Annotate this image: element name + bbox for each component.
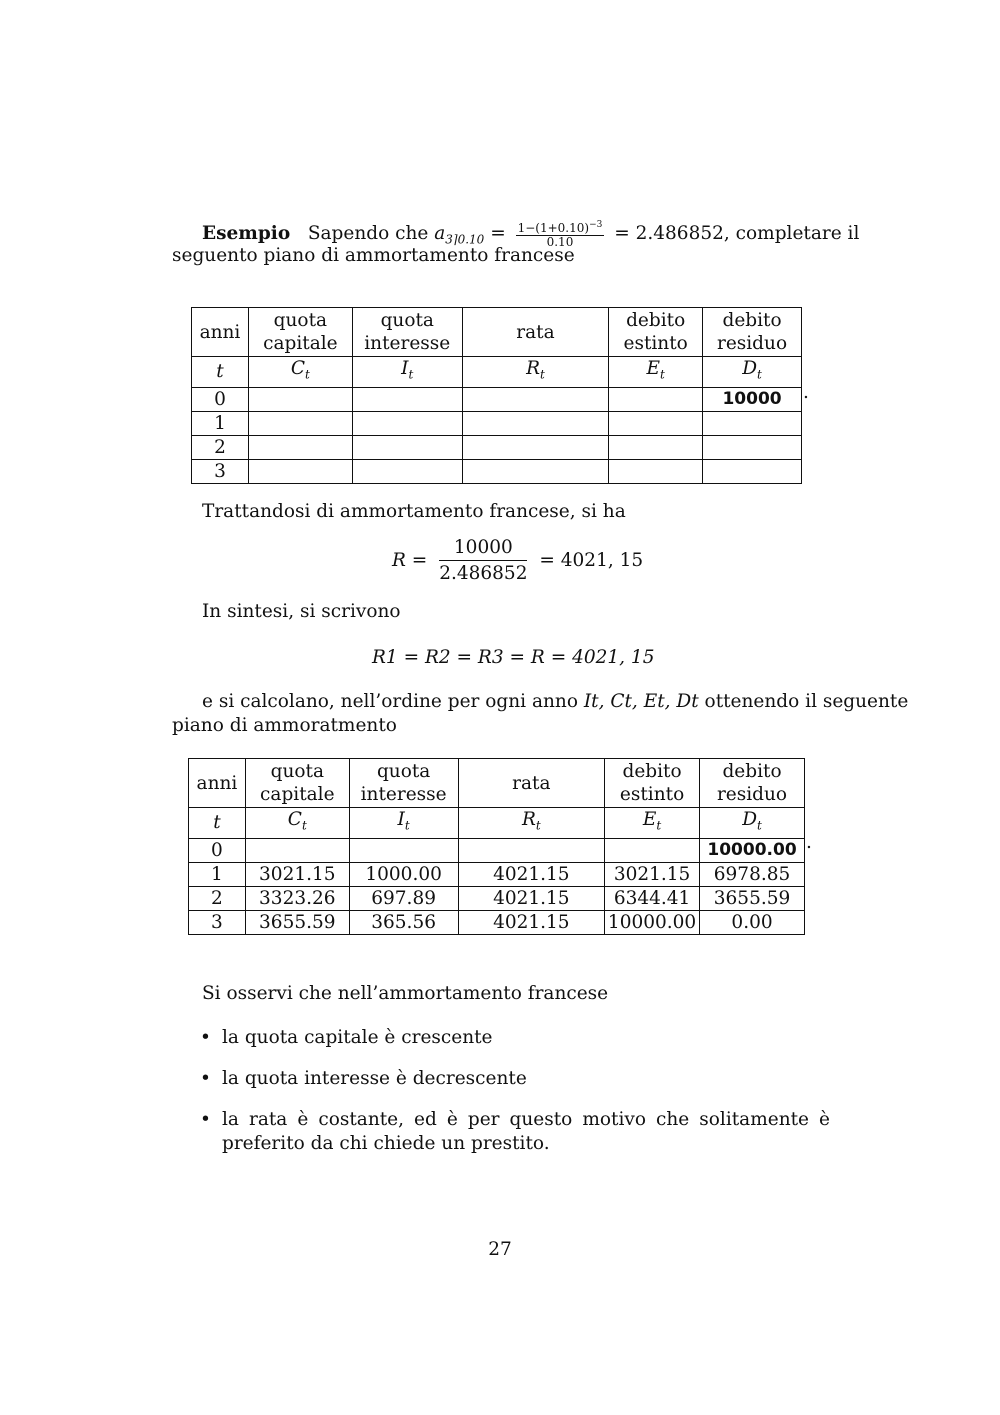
symbol-C: $C_t$ <box>248 357 352 388</box>
cell-I <box>352 411 462 435</box>
cell-I: 1000.00 <box>349 862 458 886</box>
cell-C <box>248 411 352 435</box>
cell-D: 6978.85 <box>700 862 805 886</box>
cell-E: 10000.00 <box>605 910 700 934</box>
symbol-D: $D_t$ <box>703 357 802 388</box>
cell-D: 10000 <box>703 387 802 411</box>
header-rata: rata <box>458 759 605 808</box>
cell-C <box>248 387 352 411</box>
header-quota-capitale: quota capitale <box>248 308 352 357</box>
equals-sign: = <box>490 223 506 244</box>
cell-E: 3021.15 <box>605 862 700 886</box>
cell-C <box>245 838 349 862</box>
symbol-C: $C_t$ <box>245 808 349 839</box>
symbol-t: t <box>192 357 249 388</box>
cell-R <box>462 387 609 411</box>
table-row <box>192 411 802 435</box>
calcolano-vars: It, Ct, Et, Dt <box>583 691 699 712</box>
cell-t: 3 <box>189 910 246 934</box>
formula-numerator: 10000 <box>439 537 527 561</box>
annuity-symbol: a <box>434 223 446 244</box>
cell-I: 365.56 <box>349 910 458 934</box>
header-debito-residuo: debito residuo <box>700 759 805 808</box>
table-header-row <box>192 308 802 357</box>
cell-R <box>462 459 609 483</box>
cell-I: 697.89 <box>349 886 458 910</box>
annuity-fraction-denominator: 0.10 <box>546 235 574 249</box>
formula-lhs: R = <box>392 550 428 571</box>
cell-D: 10000.00 <box>700 838 805 862</box>
text-calcolano-line-2: piano di ammoratmento <box>172 715 397 736</box>
annuity-subscript: 3⌉0.10 <box>445 232 485 247</box>
table2-trailing-period: . <box>806 832 812 853</box>
header-quota-interesse: quota interesse <box>349 759 458 808</box>
header-anni: anni <box>192 308 249 357</box>
header-debito-estinto: debito estinto <box>609 308 703 357</box>
header-quota-interesse: quota interesse <box>352 308 462 357</box>
cell-D <box>703 459 802 483</box>
list-item: • la quota interesse è decrescente <box>200 1068 527 1089</box>
bullet-icon: • <box>200 1068 211 1089</box>
cell-t: 0 <box>192 387 249 411</box>
formula-fraction <box>439 537 527 584</box>
cell-D <box>703 411 802 435</box>
amortization-table-empty <box>191 307 802 484</box>
cell-I <box>352 435 462 459</box>
amortization-table-filled <box>188 758 805 935</box>
header-anni: anni <box>189 759 246 808</box>
formula-rata <box>392 537 643 591</box>
header-debito-residuo: debito residuo <box>703 308 802 357</box>
observations-list <box>200 1026 830 1173</box>
symbol-R: $R_t$ <box>458 808 605 839</box>
table-symbol-row <box>192 357 802 388</box>
bullet-icon: • <box>200 1109 211 1130</box>
bullet-icon: • <box>200 1027 211 1048</box>
symbol-D: $D_t$ <box>700 808 805 839</box>
table-row <box>189 886 805 910</box>
table-header-row <box>189 759 805 808</box>
cell-C <box>248 459 352 483</box>
list-item: • la quota capitale è crescente <box>200 1027 493 1048</box>
formula-equal-rates: R1 = R2 = R3 = R = 4021, 15 <box>372 647 655 668</box>
cell-E <box>609 435 703 459</box>
text-sintesi: In sintesi, si scrivono <box>202 601 401 622</box>
cell-t: 1 <box>189 862 246 886</box>
cell-t: 3 <box>192 459 249 483</box>
table1-trailing-period: . <box>803 382 809 403</box>
symbol-t: t <box>189 808 246 839</box>
table-row <box>189 910 805 934</box>
table-row <box>189 862 805 886</box>
cell-E <box>609 387 703 411</box>
cell-C: 3323.26 <box>245 886 349 910</box>
cell-t: 2 <box>192 435 249 459</box>
cell-R: 4021.15 <box>458 910 605 934</box>
symbol-E: $E_t$ <box>609 357 703 388</box>
symbol-R: $R_t$ <box>462 357 609 388</box>
formula-rhs: = 4021, 15 <box>539 550 644 571</box>
header-rata: rata <box>462 308 609 357</box>
cell-t: 2 <box>189 886 246 910</box>
cell-R <box>462 435 609 459</box>
symbol-I: $I_t$ <box>349 808 458 839</box>
cell-I <box>349 838 458 862</box>
cell-E <box>609 411 703 435</box>
cell-C: 3655.59 <box>245 910 349 934</box>
header-quota-capitale: quota capitale <box>245 759 349 808</box>
cell-R <box>462 411 609 435</box>
cell-t: 1 <box>192 411 249 435</box>
cell-I <box>352 387 462 411</box>
cell-E <box>609 459 703 483</box>
table-symbol-row <box>189 808 805 839</box>
cell-I <box>352 459 462 483</box>
cell-E: 6344.41 <box>605 886 700 910</box>
formula-denominator: 2.486852 <box>439 563 528 584</box>
text-calcolano-line-1: e si calcolano, nell’ordine per ogni anno It, Ct, Et, Dt ottenendo il seguente <box>202 691 909 712</box>
cell-E <box>605 838 700 862</box>
symbol-I: $I_t$ <box>352 357 462 388</box>
cell-R <box>458 838 605 862</box>
annuity-result: = 2.486852, completare il <box>614 223 860 244</box>
example-line-2: seguento piano di ammortamento francese <box>172 245 575 266</box>
text-osservi: Si osservi che nell’ammortamento francese <box>202 983 609 1004</box>
table-row <box>189 838 805 862</box>
cell-R: 4021.15 <box>458 886 605 910</box>
table-row <box>192 435 802 459</box>
cell-D: 3655.59 <box>700 886 805 910</box>
example-label: Esempio <box>202 223 291 244</box>
annuity-fraction-numerator: $1-(1+0.10)^{-3}$ <box>517 220 603 235</box>
cell-C <box>248 435 352 459</box>
cell-D <box>703 435 802 459</box>
cell-C: 3021.15 <box>245 862 349 886</box>
cell-D: 0.00 <box>700 910 805 934</box>
text-trattandosi: Trattandosi di ammortamento francese, si ha <box>202 501 626 522</box>
example-intro: Sapendo che <box>307 223 429 244</box>
table-row <box>192 459 802 483</box>
cell-t: 0 <box>189 838 246 862</box>
header-debito-estinto: debito estinto <box>605 759 700 808</box>
list-item: • la rata è costante, ed è per questo motivo che solitamente è preferito da chi chiede un prestito. <box>200 1109 830 1154</box>
table-row <box>192 387 802 411</box>
page-number: 27 <box>488 1239 512 1260</box>
symbol-E: $E_t$ <box>605 808 700 839</box>
cell-R: 4021.15 <box>458 862 605 886</box>
